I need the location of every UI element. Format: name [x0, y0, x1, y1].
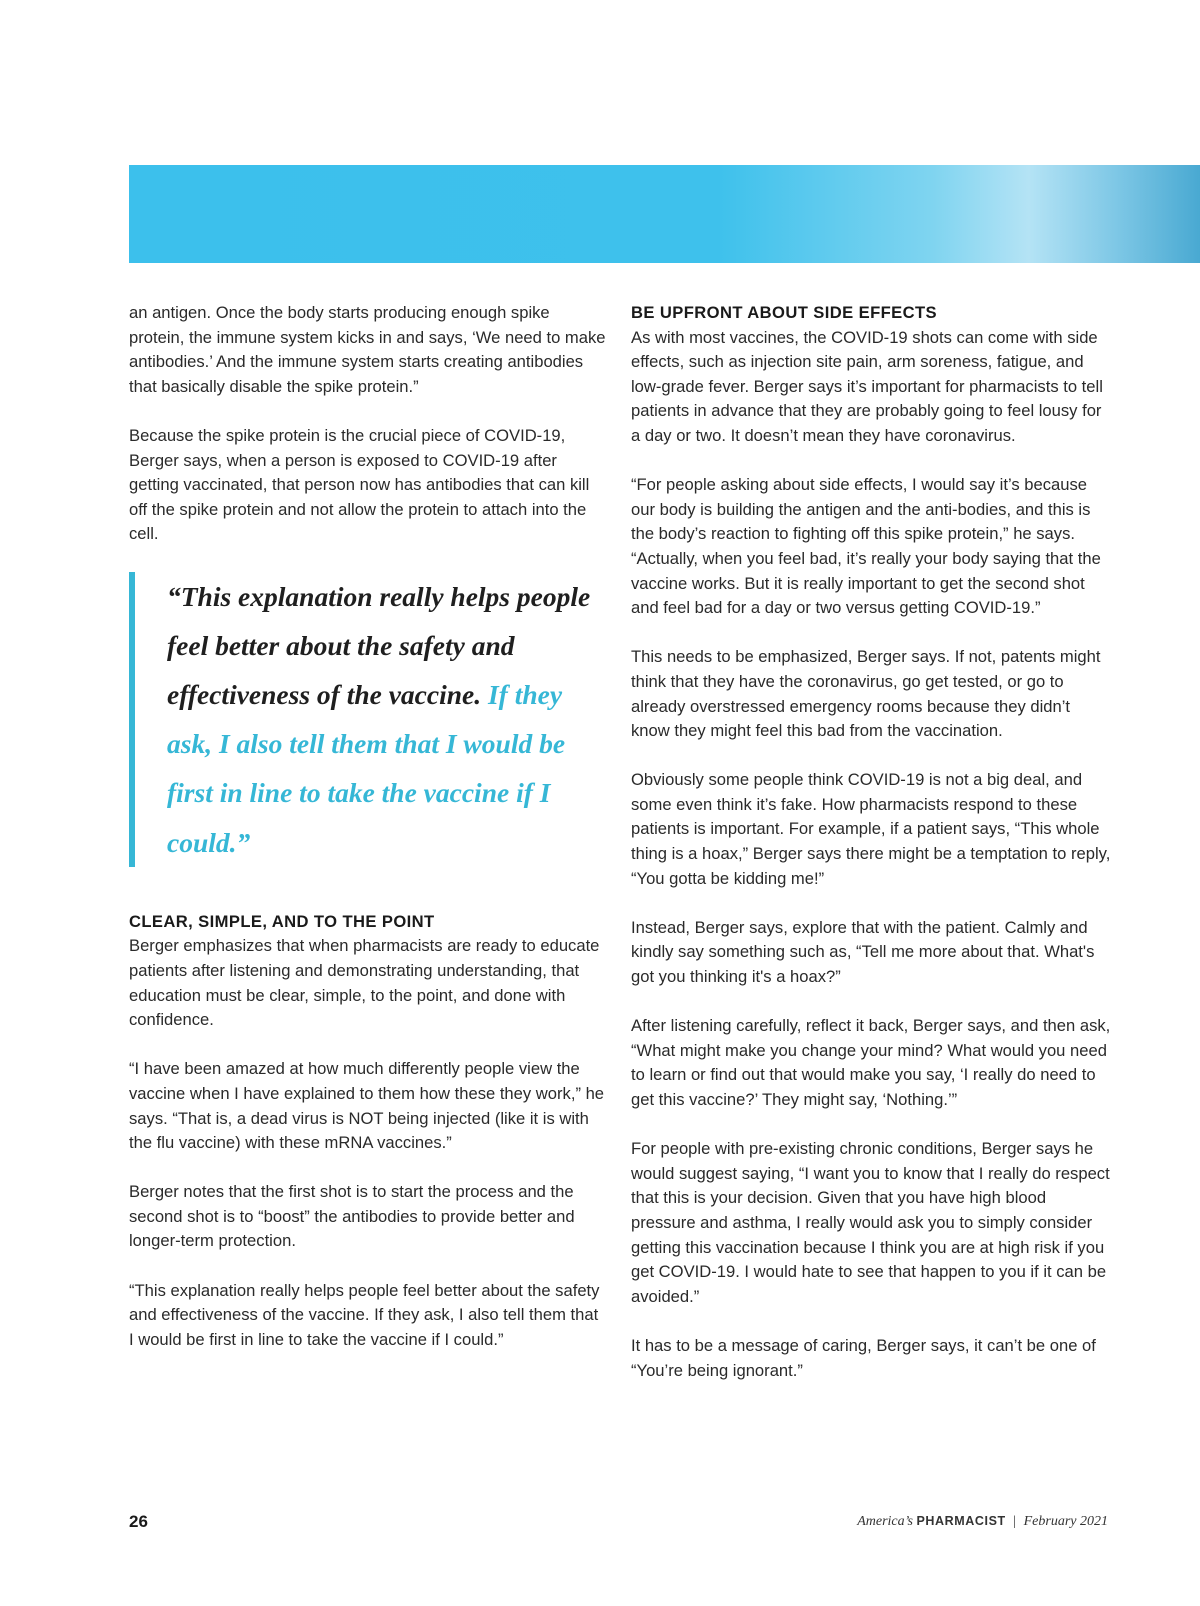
body-paragraph: Because the spike protein is the crucial piece of COVID-19, Berger says, when a person is exposed to COVID-19 after getting vaccinated, that person now has antibodies that can kill off the spike protein and not allow the protein to attach into the cell. [129, 425, 590, 544]
body-paragraph: After listening carefully, reflect it back, Berger says, and then ask, “What might make you change your mind? What would you need to learn or find out that would make you say, ‘I really do need to get this vaccine?’ They might say, ‘Nothing.’” [631, 1016, 1111, 1109]
body-paragraph: Berger notes that the first shot is to start the process and the second shot is to “boost” the antibodies to provide better and longer-term protection. [129, 1182, 575, 1251]
body-paragraph: As with most vaccines, the COVID-19 shots can come with side effects, such as injection site pain, arm soreness, fatigue, and low-grade fever. Berger says it’s important for pharmacists to tell patients in advance that they are probably going to feel lousy for a day or two. It doesn’t mean they have coronavirus. [631, 327, 1103, 445]
pull-quote-text: “This explanation really helps people feel better about the safety and effectiveness of the vaccine. [167, 580, 591, 710]
body-paragraph: “I have been amazed at how much differently people view the vaccine when I have explained to them how these they work,” he says. “That is, a dead virus is NOT being injected (like it is with the flu vaccine) with these mRNA vaccines.” [129, 1059, 605, 1153]
publication-name: PHARMACIST [916, 1514, 1006, 1528]
section-heading: CLEAR, SIMPLE, AND TO THE POINT [129, 911, 435, 931]
body-paragraph: This needs to be emphasized, Berger says. If not, patents might think that they have the coronavirus, go get tested, or go to already overstressed emergency rooms because they didn’t know they might feel this bad from the vaccination. [631, 647, 1101, 741]
body-paragraph: “For people asking about side effects, I would say it’s because our body is building the antigen and the anti-bodies, and this is the body’s reaction to fighting off this spike protein,” he says. “Actually, when you feel bad, it’s really your body saying that the vaccine works. But it is really important to get the second shot and feel bad for a day or two versus getting COVID-19.” [631, 475, 1101, 618]
publication-prefix: America’s [857, 1514, 913, 1529]
publication-footer [857, 1514, 1108, 1530]
body-paragraph: It has to be a message of caring, Berger says, it can’t be one of “You’re being ignorant.” [631, 1335, 1096, 1380]
right-column [631, 301, 1111, 1408]
body-paragraph: Berger emphasizes that when pharmacists are ready to educate patients after listening and demonstrating understanding, that education must be clear, simple, to the point, and done with confidence. [129, 936, 600, 1030]
issue-date: February 2021 [1023, 1514, 1108, 1529]
header-banner [129, 165, 1200, 263]
footer-separator: | [1013, 1514, 1017, 1529]
body-paragraph: Instead, Berger says, explore that with the patient. Calmly and kindly say something such as, “Tell me more about that. What's got you thinking it's a hoax?” [631, 917, 1095, 987]
section-heading: BE UPFRONT ABOUT SIDE EFFECTS [631, 303, 937, 322]
pull-quote-accent-text: If they ask, I also tell them that I would be first in line to take the vaccine if I could.” [167, 678, 566, 858]
pull-quote [129, 572, 607, 867]
body-paragraph: an antigen. Once the body starts producing enough spike protein, the immune system kicks in and says, ‘We need to make antibodies.’ And the immune system starts creating antibodies that basically disable the spike protein.” [129, 303, 606, 396]
body-paragraph: Obviously some people think COVID-19 is not a big deal, and some even think it’s fake. How pharmacists respond to these patients is important. For example, if a patient says, “This whole thing is a hoax,” Berger says there might be a temptation to reply, “You gotta be kidding me!” [631, 770, 1111, 888]
page-number: 26 [129, 1512, 148, 1531]
left-column [129, 301, 607, 1377]
body-paragraph: “This explanation really helps people feel better about the safety and effectiveness of the vaccine. If they ask, I also tell them that I would be first in line to take the vaccine if I could.” [129, 1280, 600, 1349]
body-paragraph: For people with pre-existing chronic conditions, Berger says he would suggest saying, “I want you to know that I really do respect that this is your decision. Given that you have high blood pressure and asthma, I really would ask you to simply consider getting this vaccination because I think you are at high risk if you get COVID-19. I would hate to see that happen to you if it can be avoided.” [631, 1139, 1110, 1306]
